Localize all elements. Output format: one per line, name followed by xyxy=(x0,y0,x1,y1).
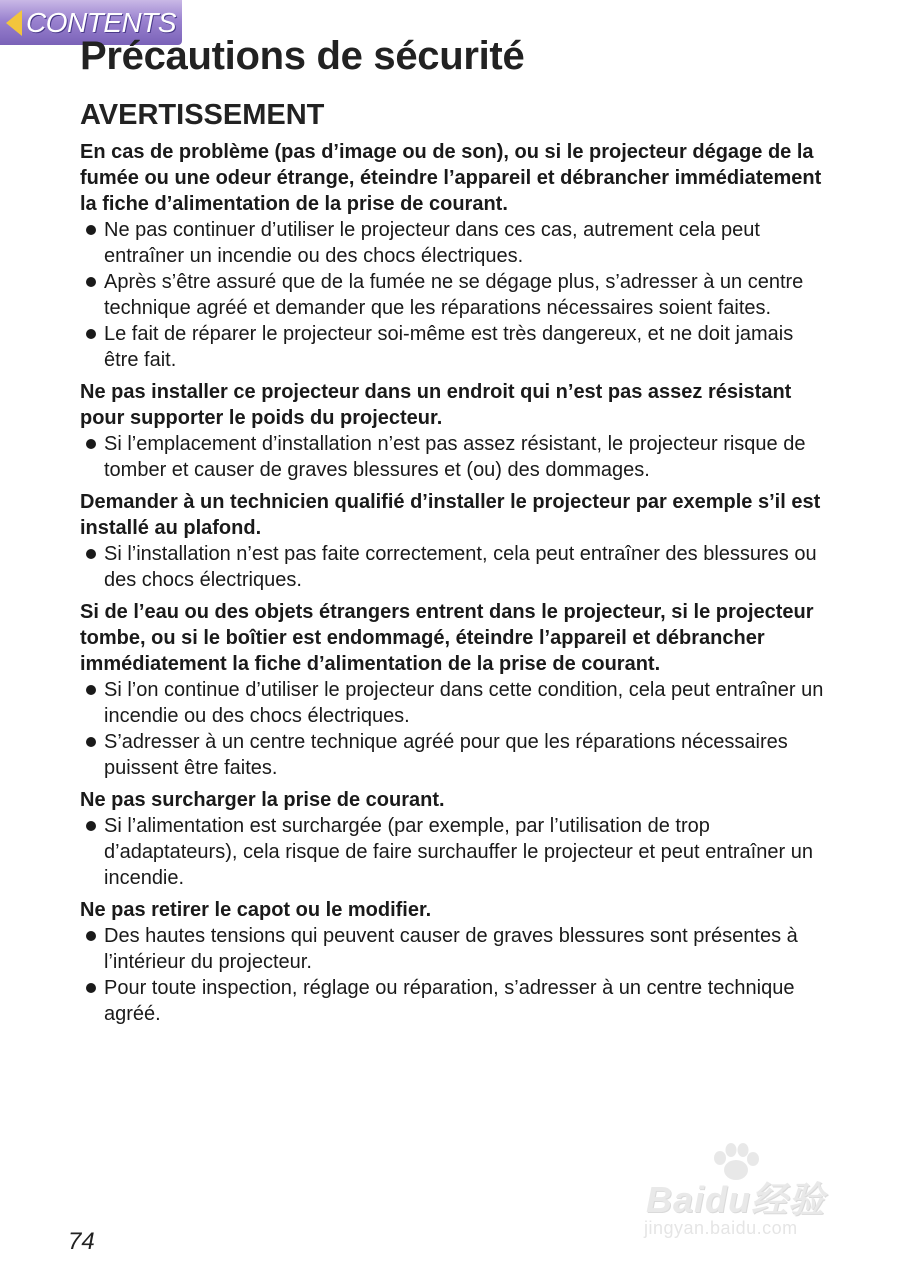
section-title: AVERTISSEMENT xyxy=(80,99,325,131)
warning-bullet: Des hautes tensions qui peuvent causer de graves blessures sont présentes à l’intérieur du projecteur. xyxy=(80,923,825,975)
warning-block xyxy=(80,599,825,781)
warning-block xyxy=(80,787,825,891)
warning-bullet: Après s’être assuré que de la fumée ne se dégage plus, s’adresser à un centre technique agréé et demander que les réparations nécessaires soient faites. xyxy=(80,269,825,321)
warning-bullet: Si l’installation n’est pas faite correctement, cela peut entraîner des blessures ou des chocs électriques. xyxy=(80,541,825,593)
warning-heading: Ne pas retirer le capot ou le modifier. xyxy=(80,899,432,921)
warning-bullet: Pour toute inspection, réglage ou réparation, s’adresser à un centre technique agréé. xyxy=(80,975,825,1027)
warning-heading: Demander à un technicien qualifié d’installer le projecteur par exemple s’il est installé au plafond. xyxy=(80,491,821,539)
contents-label: CONTENTS xyxy=(26,6,176,38)
page-title: Précautions de sécurité xyxy=(80,34,525,78)
warning-bullet: Ne pas continuer d’utiliser le projecteur dans ces cas, autrement cela peut entraîner un incendie ou des chocs électriques. xyxy=(80,217,825,269)
warnings-list xyxy=(80,139,825,1027)
warning-block xyxy=(80,489,825,593)
warning-heading: Ne pas surcharger la prise de courant. xyxy=(80,789,445,811)
page-number: 74 xyxy=(68,1228,95,1255)
watermark xyxy=(640,1142,850,1247)
watermark-url: jingyan.baidu.com xyxy=(644,1218,798,1238)
warning-heading: En cas de problème (pas d’image ou de son), ou si le projecteur dégage de la fumée ou une odeur étrange, éteindre l’appareil et débrancher immédiatement la fiche d’alimentation de la prise de courant. xyxy=(80,141,822,215)
warning-bullet: Le fait de réparer le projecteur soi-même est très dangereux, et ne doit jamais être fait. xyxy=(80,321,825,373)
warning-heading: Ne pas installer ce projecteur dans un endroit qui n’est pas assez résistant pour supporter le poids du projecteur. xyxy=(80,381,792,429)
warning-bullet: Si l’alimentation est surchargée (par exemple, par l’utilisation de trop d’adaptateurs), cela risque de faire surchauffer le projecteur et peut entraîner un incendie. xyxy=(80,813,825,891)
warning-heading: Si de l’eau ou des objets étrangers entrent dans le projecteur, si le projecteur tombe, ou si le boîtier est endommagé, éteindre l’appareil et débrancher immédiatement la fiche d’alimentation de la prise de courant. xyxy=(80,601,814,675)
back-arrow-icon xyxy=(6,10,22,36)
warning-bullet: Si l’on continue d’utiliser le projecteur dans cette condition, cela peut entraîner un incendie ou des chocs électriques. xyxy=(80,677,825,729)
warning-block xyxy=(80,379,825,483)
warning-bullet: Si l’emplacement d’installation n’est pas assez résistant, le projecteur risque de tomber et causer de graves blessures et (ou) des dommages. xyxy=(80,431,825,483)
watermark-brand: Baidu经验 xyxy=(646,1179,826,1220)
warning-bullet: S’adresser à un centre technique agréé pour que les réparations nécessaires puissent être faites. xyxy=(80,729,825,781)
warning-block xyxy=(80,897,825,1027)
warning-block xyxy=(80,139,825,373)
